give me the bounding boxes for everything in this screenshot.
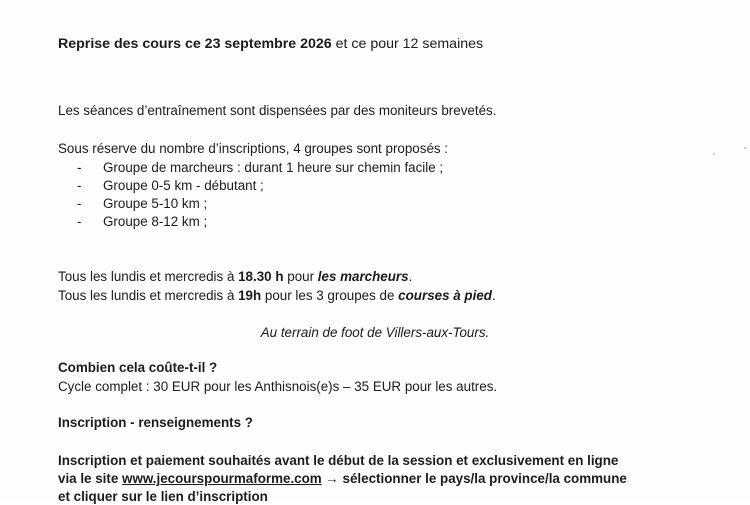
resume-duration: et ce pour 12 semaines: [331, 36, 484, 52]
website-link[interactable]: www.jecourspourmaforme.com: [122, 471, 322, 486]
cost-question: Combien cela coûte-t-il ?: [58, 360, 218, 375]
inscription-question: Inscription - renseignements ?: [58, 415, 253, 430]
schedule-text: pour: [283, 269, 318, 284]
schedule-target: les marcheurs: [317, 269, 409, 284]
schedule-text: .: [408, 269, 413, 284]
group-label: Groupe 8-12 km ;: [103, 214, 208, 229]
inscription-text: via le site: [58, 471, 123, 486]
schedule-text: Tous les lundis et mercredis à: [58, 269, 239, 284]
schedule-marcheurs: [58, 269, 412, 285]
list-item: [77, 160, 443, 176]
dash-bullet: -: [77, 178, 82, 193]
list-item: [77, 178, 264, 194]
schedule-time: 19h: [238, 288, 262, 303]
list-item: [77, 196, 207, 212]
inscription-text: → sélectionner le pays/la province/la commune: [321, 471, 627, 486]
location-text: Au terrain de foot de Villers-aux-Tours.: [260, 325, 490, 340]
dash-bullet: -: [77, 196, 82, 211]
inscription-text-2: [58, 471, 627, 487]
group-label: Groupe 5-10 km ;: [103, 196, 208, 211]
group-label: Groupe 0-5 km - débutant ;: [103, 178, 264, 193]
schedule-text: .: [491, 288, 496, 303]
list-item: [77, 214, 207, 230]
logo-fragment-right: [340, 0, 364, 8]
scan-speck: [713, 153, 715, 155]
schedule-target: courses à pied: [398, 288, 492, 303]
resume-date: Reprise des cours ce 23 septembre 2026: [58, 36, 332, 52]
group-label: Groupe de marcheurs : durant 1 heure sur chemin facile ;: [103, 160, 444, 175]
moniteurs-text: Les séances d’entraînement sont dispensées par des moniteurs brevetés.: [58, 103, 497, 118]
schedule-time: 18.30 h: [238, 269, 284, 284]
logo-fragment-left: [288, 0, 312, 8]
dash-bullet: -: [77, 214, 82, 229]
cost-details: Cycle complet : 30 EUR pour les Anthisnois(e)s – 35 EUR pour les autres.: [58, 379, 498, 394]
groupes-intro: Sous réserve du nombre d’inscriptions, 4 groupes sont proposés :: [58, 141, 449, 156]
resume-line: [58, 36, 483, 52]
schedule-text: Tous les lundis et mercredis à: [58, 288, 239, 303]
inscription-text-1: Inscription et paiement souhaités avant le début de la session et exclusivement en ligne: [58, 453, 619, 468]
schedule-courses: [58, 288, 496, 304]
scan-speck: [744, 147, 746, 149]
inscription-text-3: et cliquer sur le lien d’inscription: [58, 489, 268, 504]
dash-bullet: -: [77, 160, 82, 175]
schedule-text: pour les 3 groupes de: [261, 288, 399, 303]
